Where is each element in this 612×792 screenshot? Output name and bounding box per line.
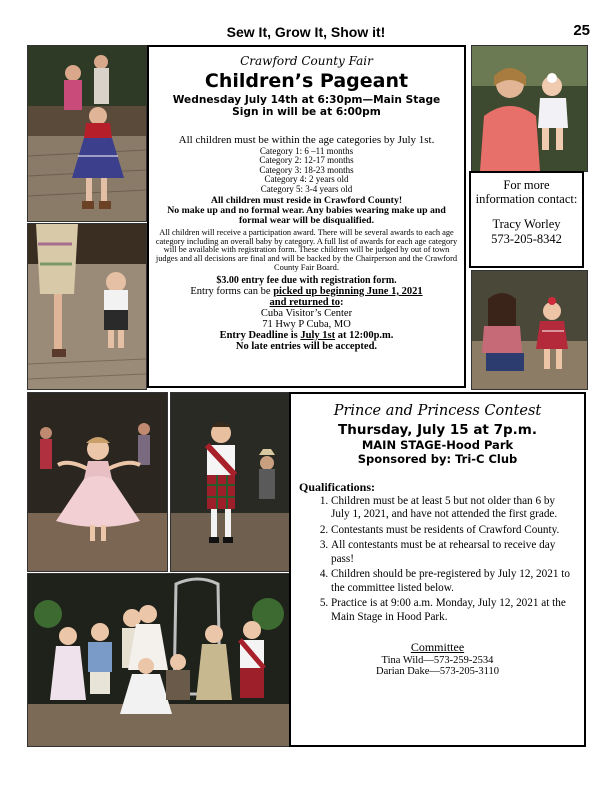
entry-fee: $3.00 entry fee due with registration form. <box>216 274 397 286</box>
photo-baby-held-hand <box>27 223 147 390</box>
prince-princess-box <box>289 392 586 747</box>
age-category: Category 3: 18-23 months <box>259 164 354 175</box>
makeup-rule: No make up and no formal wear. Any babies wearing make up and formal wear will be disqualified. <box>167 205 446 227</box>
age-categories-list <box>153 147 460 194</box>
committee-member: Darian Dake—573-205-3110 <box>376 665 499 677</box>
age-category: Category 1: 6 –11 months <box>259 146 354 156</box>
entry-pickup-date: picked up beginning June 1, 2021 <box>273 285 423 297</box>
pageant-signin: Sign in will be at 6:00pm <box>232 106 381 118</box>
contest-sponsor: Sponsored by: Tri-C Club <box>357 452 518 466</box>
location-name: Cuba Visitor’s Center <box>260 307 353 319</box>
entry-forms-pre: Entry forms can be <box>190 285 274 297</box>
entry-returned-line <box>153 297 460 308</box>
qualification-item: 4. Children should be pre-registered by July 12, 2021 to the committee listed below. <box>331 568 576 595</box>
photo-boy-in-kilt <box>170 392 290 572</box>
location-address: 71 Hwy P Cuba, MO <box>262 318 351 330</box>
qualification-item: 1. Children must be at least 5 but not older than 6 by July 1, 2021, and have not attended the first grade. <box>331 495 576 522</box>
pageant-title: Children’s Pageant <box>204 70 409 92</box>
deadline-pre: Entry Deadline is <box>219 329 301 341</box>
photo-girl-walking-stage <box>27 45 147 222</box>
entry-returned-colon: : <box>339 296 344 308</box>
deadline-date: July 1st <box>300 329 336 341</box>
age-category: Category 2: 12-17 months <box>259 155 354 166</box>
committee-heading: Committee <box>410 639 465 654</box>
qualifications-heading: Qualifications: <box>299 480 376 494</box>
contest-date: Thursday, July 15 at 7p.m. <box>338 422 537 438</box>
contact-heading: For more information contact: <box>475 178 578 207</box>
photo-woman-holding-baby <box>471 45 588 172</box>
pageant-date: Wednesday July 14th at 6:30pm—Main Stage <box>172 94 441 106</box>
awards-text: All children will receive a participation award. There will be several awards to each age category including an overall baby by category. A full list of awards for each age category will be available with registration form. These children will be judged by out of town judges and all decisions are final and will be backed by the Chairperson and the Crawford County Fair Board. <box>155 227 458 272</box>
contest-location: MAIN STAGE-Hood Park <box>361 438 514 452</box>
age-category: Category 4: 2 years old <box>264 174 349 185</box>
contact-phone: 573-205-8342 <box>491 231 562 246</box>
page-header-title: Sew It, Grow It, Show it! <box>226 24 386 40</box>
entry-deadline <box>153 330 460 341</box>
qualification-item: 3. All contestants must be at rehearsal to receive day pass! <box>331 539 576 566</box>
contact-box <box>469 171 584 268</box>
age-category: Category 5: 3-4 years old <box>260 183 353 194</box>
contest-title: Prince and Princess Contest <box>333 403 542 419</box>
pageant-info-box <box>147 45 466 388</box>
photo-girl-pink-dress <box>27 392 168 572</box>
no-late-entries: No late entries will be accepted. <box>235 340 378 352</box>
page-number: 25 <box>573 22 590 39</box>
entry-returned: and returned to <box>269 296 340 308</box>
deadline-post: at 12:00p.m. <box>335 329 394 341</box>
photo-mother-with-toddler <box>471 270 588 390</box>
residency-rule: All children must reside in Crawford County! <box>210 195 403 207</box>
photo-group-winners <box>27 573 290 747</box>
qualification-item: 5. Practice is at 9:00 a.m. Monday, July 12, 2021 at the Main Stage in Hood Park. <box>331 597 576 624</box>
contact-name: Tracy Worley <box>492 216 561 231</box>
entry-forms-line <box>153 286 460 297</box>
qualification-item: 2. Contestants must be residents of Crawford County. <box>331 524 576 537</box>
fair-name: Crawford County Fair <box>240 54 373 68</box>
committee-member: Tina Wild—573-259-2534 <box>381 654 494 666</box>
age-intro: All children must be within the age categories by July 1st. <box>178 134 435 146</box>
qualifications-list <box>299 495 576 624</box>
